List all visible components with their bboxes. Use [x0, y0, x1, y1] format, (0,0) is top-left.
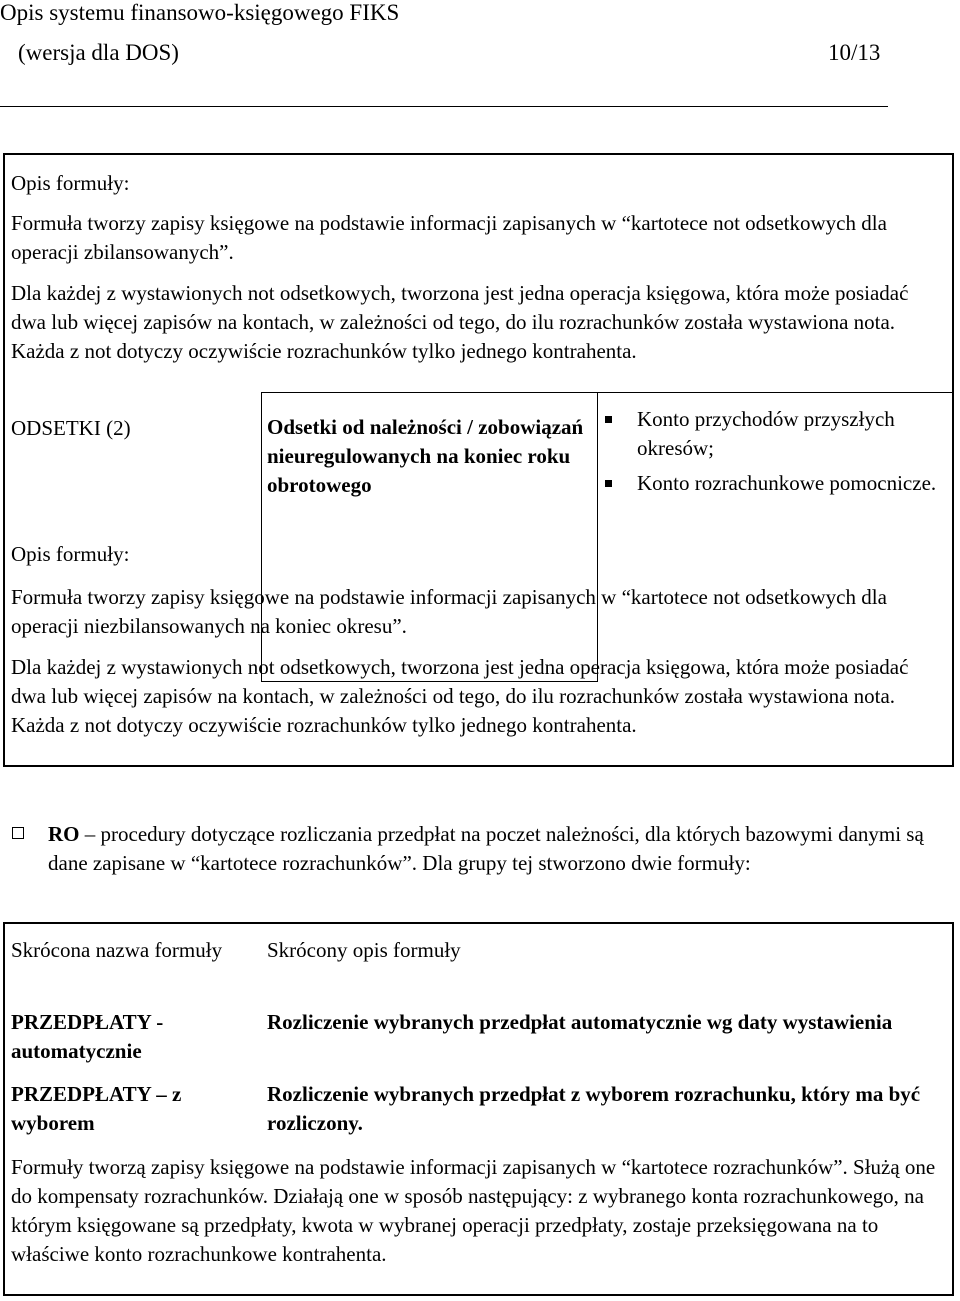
opis1-label: Opis formuły: — [11, 171, 130, 195]
formula-code: ODSETKI (2) — [11, 416, 131, 440]
opis2-text: Formuła tworzy zapisy księgowe na podstawie informacji zapisanych w “kartotece not odsetkowych dla operacji niezbilansowanych na koniec okresu”. — [11, 585, 887, 638]
checkbox-bullet-icon — [12, 827, 24, 839]
przedplaty-box — [3, 922, 954, 1296]
page-number: 10/13 — [828, 40, 881, 65]
opis1-text: Formuła tworzy zapisy księgowe na podstawie informacji zapisanych w “kartotece not odsetkowych dla operacji zbilansowanych”. — [11, 211, 887, 264]
col2-header: Skrócony opis formuły — [267, 938, 461, 962]
header-subtitle: (wersja dla DOS) — [18, 40, 179, 65]
table-divider — [597, 392, 954, 393]
formula-description: Rozliczenie wybranych przedpłat automatycznie wg daty wystawienia — [267, 1010, 893, 1034]
header-title: Opis systemu finansowo-księgowego FIKS — [0, 0, 400, 25]
formula-description: Odsetki od należności / zobowiązań nieuregulowanych na koniec roku obrotowego — [267, 415, 584, 497]
list-item: Konto przychodów przyszłych okresów; — [603, 405, 953, 463]
formula-name: PRZEDPŁATY - automatycznie — [11, 1010, 164, 1063]
opis1-para2: Dla każdej z wystawionych not odsetkowych, tworzona jest jedna operacja księgowa, która może posiadać dwa lub więcej zapisów na kontach, w zależności od tego, do ilu rozrachunków została wystawiona nota. Każda z not dotyczy oczywiście rozrachunków tylko jednego kontrahenta. — [11, 281, 909, 363]
odsetki-box — [3, 153, 954, 767]
header-rule — [0, 106, 888, 107]
ro-paragraph: RO – procedury dotyczące rozliczania przedpłat na poczet należności, dla których bazowymi danymi są dane zapisane w “kartotece rozrachunków”. Dla grupy tej stworzono dwie formuły: — [48, 822, 924, 875]
formula-description: Rozliczenie wybranych przedpłat z wyborem rozrachunku, który ma być rozliczony. — [267, 1082, 921, 1135]
table-divider — [261, 392, 597, 393]
formula-name: PRZEDPŁATY – z wyborem — [11, 1082, 182, 1135]
opis2-para2: Dla każdej z wystawionych not odsetkowych, tworzona jest jedna operacja księgowa, która może posiadać dwa lub więcej zapisów na kontach, w zależności od tego, do ilu rozrachunków została wystawiona nota. Każda z not dotyczy oczywiście rozrachunków tylko jednego kontrahenta. — [11, 655, 909, 737]
account-list — [603, 405, 953, 498]
bullet-icon — [605, 416, 612, 423]
col1-header: Skrócona nazwa formuły — [11, 938, 223, 962]
bullet-icon — [605, 480, 612, 487]
opis2-label: Opis formuły: — [11, 542, 130, 566]
formula-paragraph: Formuły tworzą zapisy księgowe na podstawie informacji zapisanych w “kartotece rozrachunków”. Służą one do kompensaty rozrachunków. Działają one w sposób następujący: z wybranego konta rozrachunkowego, na którym księgowane są przedpłaty, kwota w wybranej operacji przedpłaty, zostaje przeksięgowana na to właściwe konto rozrachunkowe kontrahenta. — [11, 1155, 936, 1266]
list-item: Konto rozrachunkowe pomocnicze. — [603, 469, 953, 498]
